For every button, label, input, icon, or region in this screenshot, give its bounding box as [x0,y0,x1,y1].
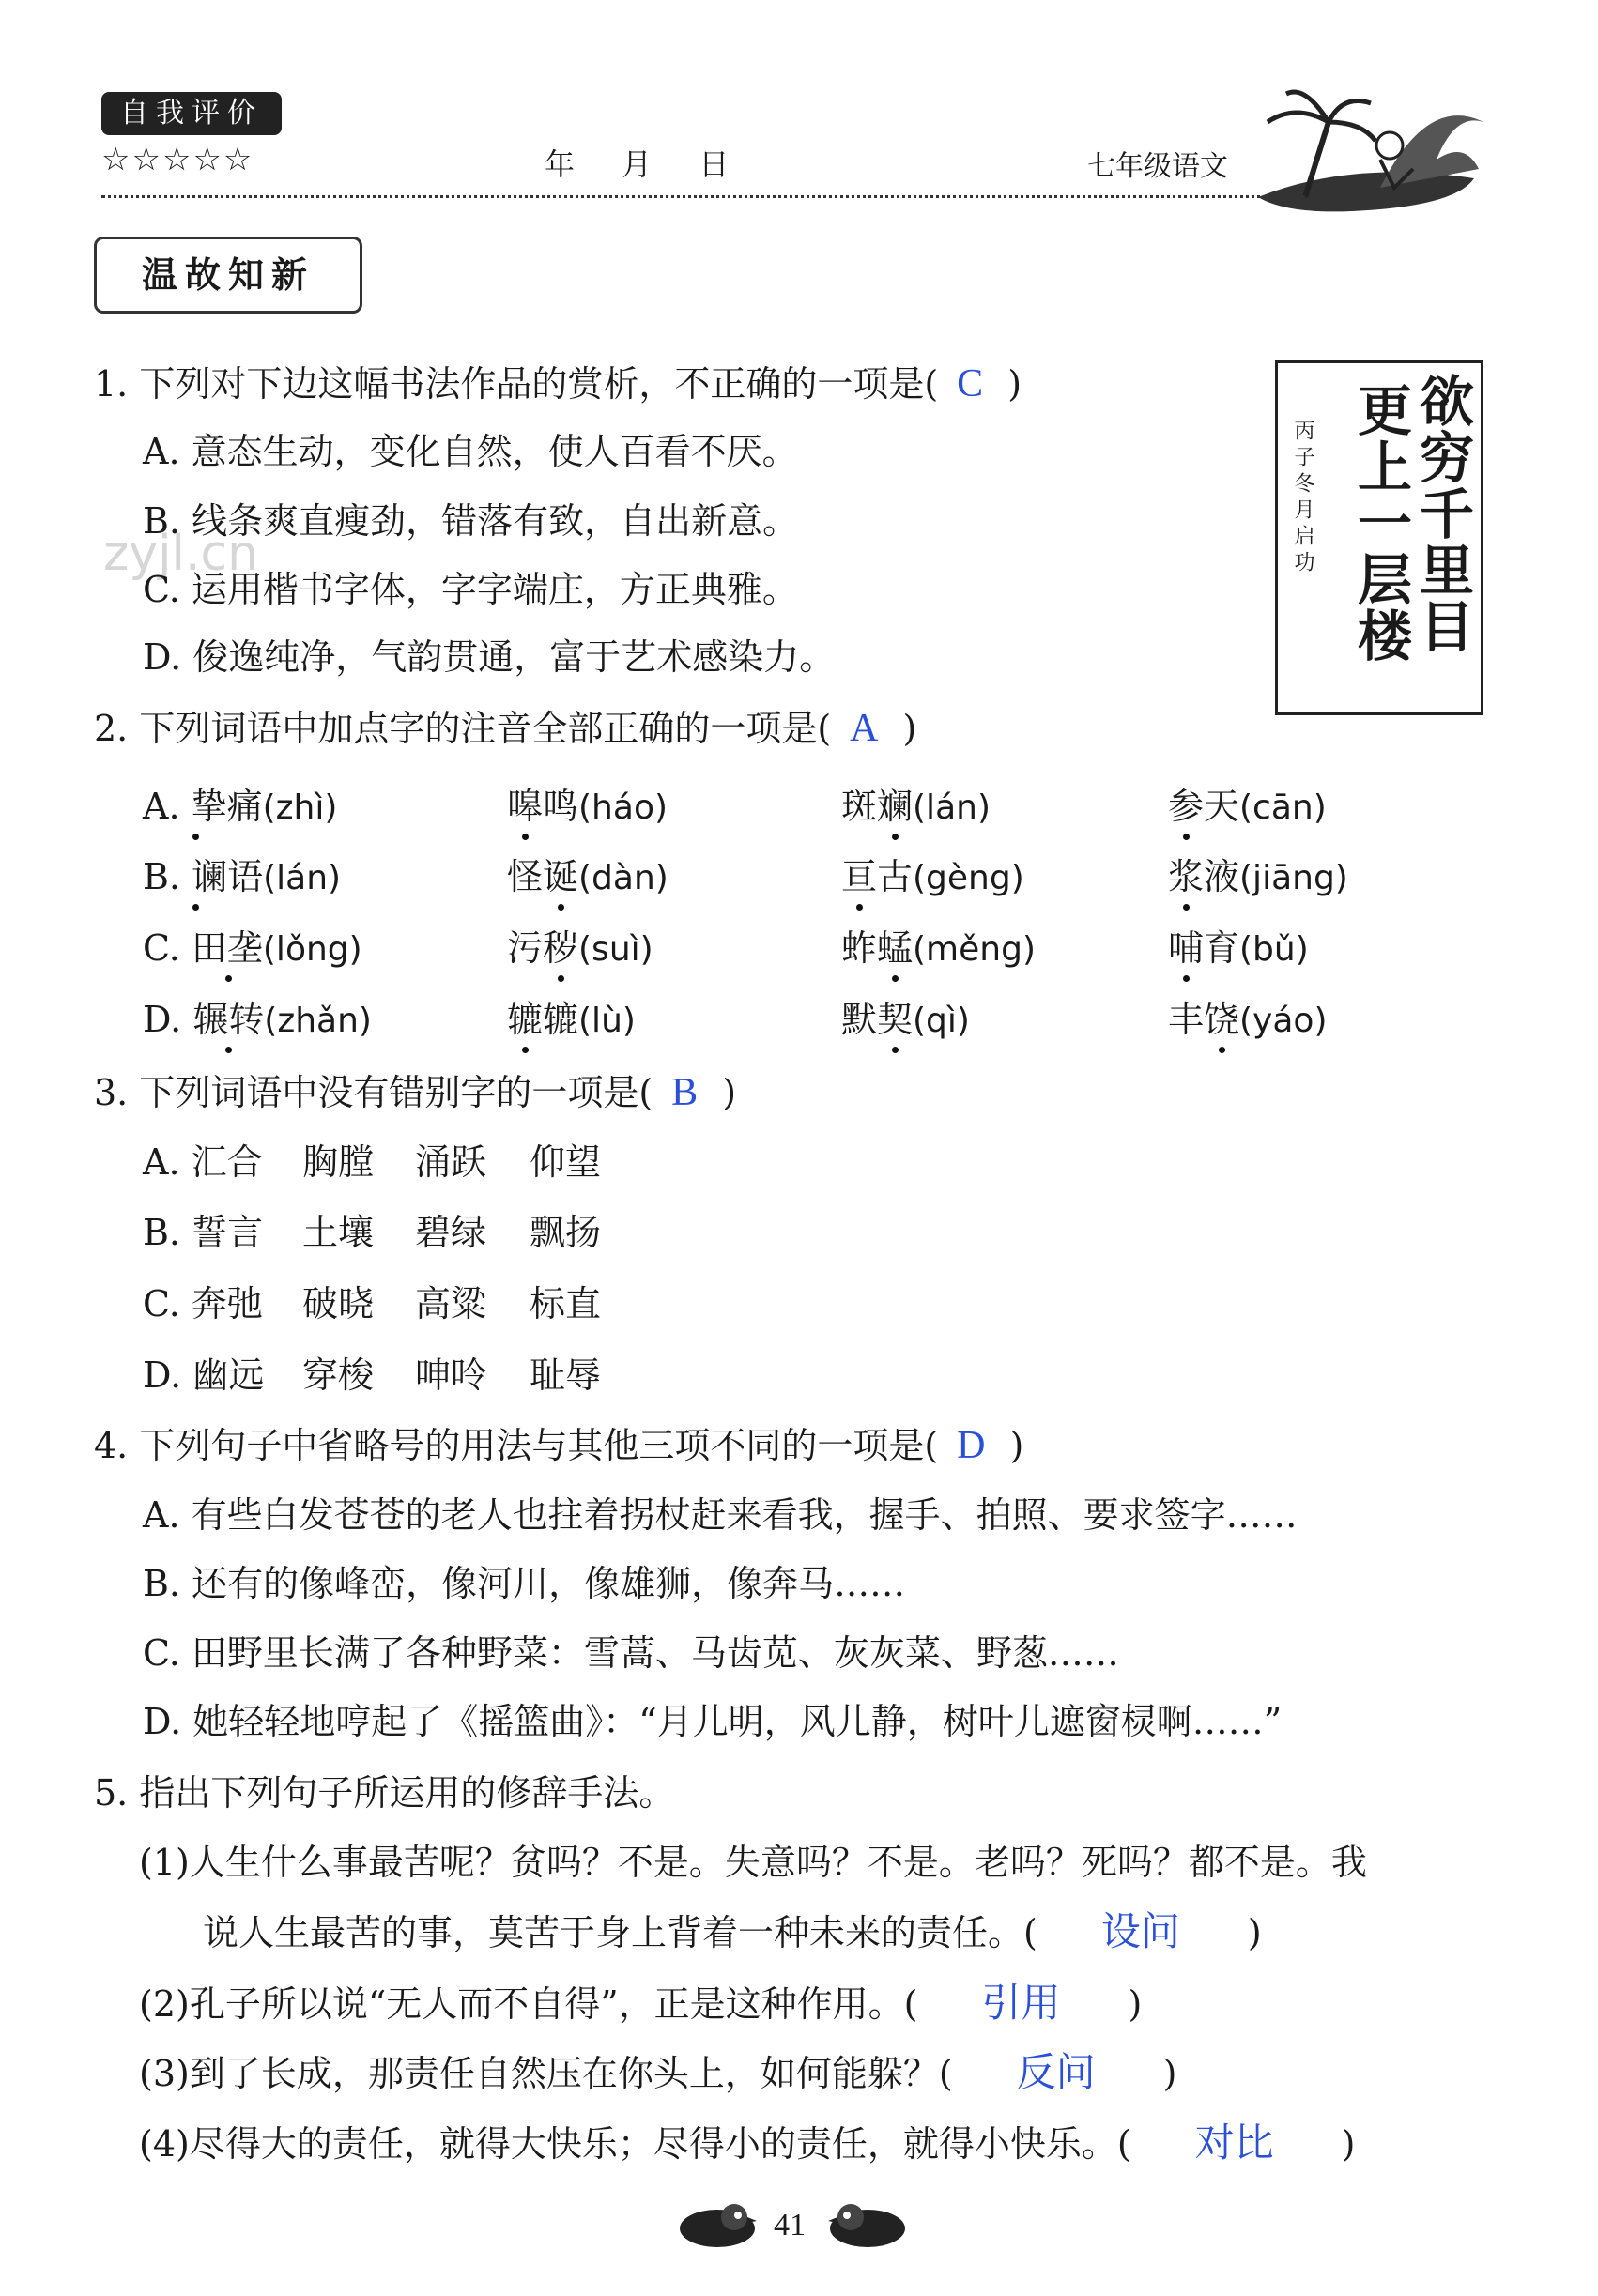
q3-d1: D. 幽远 [143,1355,265,1396]
q2-c2: 污秽(suì) [507,927,653,969]
q1-option-b: B. 线条爽直瘦劲，错落有致，自出新意。 [143,500,799,542]
q5-answer-2: 引用 [981,1982,1061,2026]
beach-illustration [1239,56,1502,216]
q2-d1: D. 辗转(zhǎn) [143,999,372,1040]
q5-answer-3: 反问 [1016,2052,1096,2095]
calligraphy-artwork [1275,360,1483,715]
grade-subject-label: 七年级语文 [1087,150,1228,183]
q4-answer: D [957,1424,986,1467]
q3-stem: 3. 下列词语中没有错别字的一项是( B ) [94,1071,737,1114]
q2-c1: C. 田垄(lǒng) [143,927,362,969]
q4-stem: 4. 下列句子中省略号的用法与其他三项不同的一项是( D ) [94,1424,1024,1467]
emphasis-dot [192,834,199,840]
q1-option-a: A. 意态生动，变化自然，使人百看不厌。 [143,431,798,472]
emphasis-dot [558,975,564,982]
q3-c2: 破晓 [302,1283,375,1324]
emphasis-dot [1183,904,1190,911]
q5-answer-4: 对比 [1194,2122,1274,2166]
calligraphy-inscription: 丙子冬月启功 [1291,420,1314,577]
rating-stars: ☆☆☆☆☆ [101,141,254,178]
q1-option-c: C. 运用楷书字体，字字端庄，方正典雅。 [143,569,798,610]
q5-item-4: (4)尽得大的责任，就得大快乐；尽得小的责任，就得小快乐。( 对比 ) [139,2122,1356,2166]
q5-item-1-line-1: (1)人生什么事最苦呢？贫吗？不是。失意吗？不是。老吗？死吗？都不是。我 [139,1842,1367,1883]
q3-a1: A. 汇合 [143,1141,263,1183]
emphasis-dot [225,1047,232,1053]
bird-left-icon [668,2197,759,2253]
q3-c1: C. 奔弛 [143,1283,263,1324]
q2-d4: 丰饶(yáo) [1168,999,1328,1040]
q2-a1: A. 挚痛(zhì) [143,786,338,827]
q1-answer: C [957,362,984,406]
q2-answer: A [850,707,879,750]
emphasis-dot [1219,1047,1225,1053]
q4-option-c: C. 田野里长满了各种野菜：雪蒿、马齿苋、灰灰菜、野葱…… [143,1632,1119,1674]
q3-a3: 涌跃 [415,1141,487,1183]
emphasis-dot [225,975,232,982]
q3-a4: 仰望 [530,1141,602,1183]
q2-c4: 哺育(bǔ) [1168,927,1309,969]
q3-b4: 飘扬 [530,1212,602,1253]
watermark: zyjl.cn [103,526,259,582]
q3-c4: 标直 [530,1283,602,1324]
q5-answer-1: 设问 [1100,1911,1180,1954]
bird-right-icon [826,2197,916,2253]
q3-c3: 高粱 [415,1283,487,1324]
q2-a4: 参天(cān) [1168,786,1327,827]
q3-d3: 呻呤 [415,1355,487,1396]
q3-d2: 穿梭 [302,1355,375,1396]
q4-option-a: A. 有些白发苍苍的老人也拄着拐杖赶来看我，握手、拍照、要求签字…… [143,1494,1298,1536]
q3-b2: 土壤 [302,1212,375,1253]
q2-stem: 2. 下列词语中加点字的注音全部正确的一项是( A ) [94,707,917,750]
q3-b3: 碧绿 [415,1212,487,1253]
q2-b1: B. 谰语(lán) [143,856,342,897]
calligraphy-line-1: 欲穷千里目 [1410,373,1474,654]
emphasis-dot [1183,834,1190,840]
q3-b1: B. 誓言 [143,1212,264,1253]
q2-b2: 怪诞(dàn) [507,856,668,897]
q3-answer: B [671,1071,699,1114]
emphasis-dot [522,834,529,840]
q2-c3: 蚱蜢(měng) [841,927,1036,969]
emphasis-dot [558,904,564,911]
q4-option-b: B. 还有的像峰峦，像河川，像雄狮，像奔马…… [143,1563,906,1604]
q5-stem: 5. 指出下列句子所运用的修辞手法。 [94,1772,675,1814]
q2-a3: 斑斓(lán) [841,786,991,827]
q1-stem: 1. 下列对下边这幅书法作品的赏析，不正确的一项是( C ) [94,362,1022,406]
date-field: 年 月 日 [545,146,730,182]
emphasis-dot [856,904,863,911]
header-divider [101,195,1313,198]
page-number: 41 [774,2208,806,2242]
q2-a2: 嗥鸣(háo) [507,786,668,827]
emphasis-dot [522,1047,529,1053]
q4-option-d: D. 她轻轻地哼起了《摇篮曲》：“月儿明，风儿静，树叶儿遮窗棂啊……” [143,1701,1283,1742]
q2-d2: 辘辘(lù) [507,999,636,1040]
q5-item-2: (2)孔子所以说“无人而不自得”，正是这种作用。( 引用 ) [139,1982,1143,2026]
q5-item-3: (3)到了长成，那责任自然压在你头上，如何能躲？( 反问 ) [139,2052,1177,2095]
q2-b3: 亘古(gèng) [841,856,1024,897]
emphasis-dot [892,834,899,840]
q3-a2: 胸膛 [302,1141,375,1183]
q1-option-d: D. 俊逸纯净，气韵贯通，富于艺术感染力。 [143,636,836,678]
emphasis-dot [892,975,899,982]
emphasis-dot [1183,975,1190,982]
q2-b4: 浆液(jiāng) [1168,856,1348,897]
calligraphy-line-2: 更上一层楼 [1348,382,1412,664]
q3-d4: 耻辱 [530,1355,602,1396]
emphasis-dot [192,904,199,911]
section-title: 温故知新 [94,237,362,314]
self-evaluation-badge: 自我评价 [101,92,282,135]
q5-item-1-line-2: 说人生最苦的事，莫苦于身上背着一种未来的责任。( 设问 ) [203,1911,1262,1954]
q2-d3: 默契(qì) [841,999,970,1040]
emphasis-dot [892,1047,899,1053]
